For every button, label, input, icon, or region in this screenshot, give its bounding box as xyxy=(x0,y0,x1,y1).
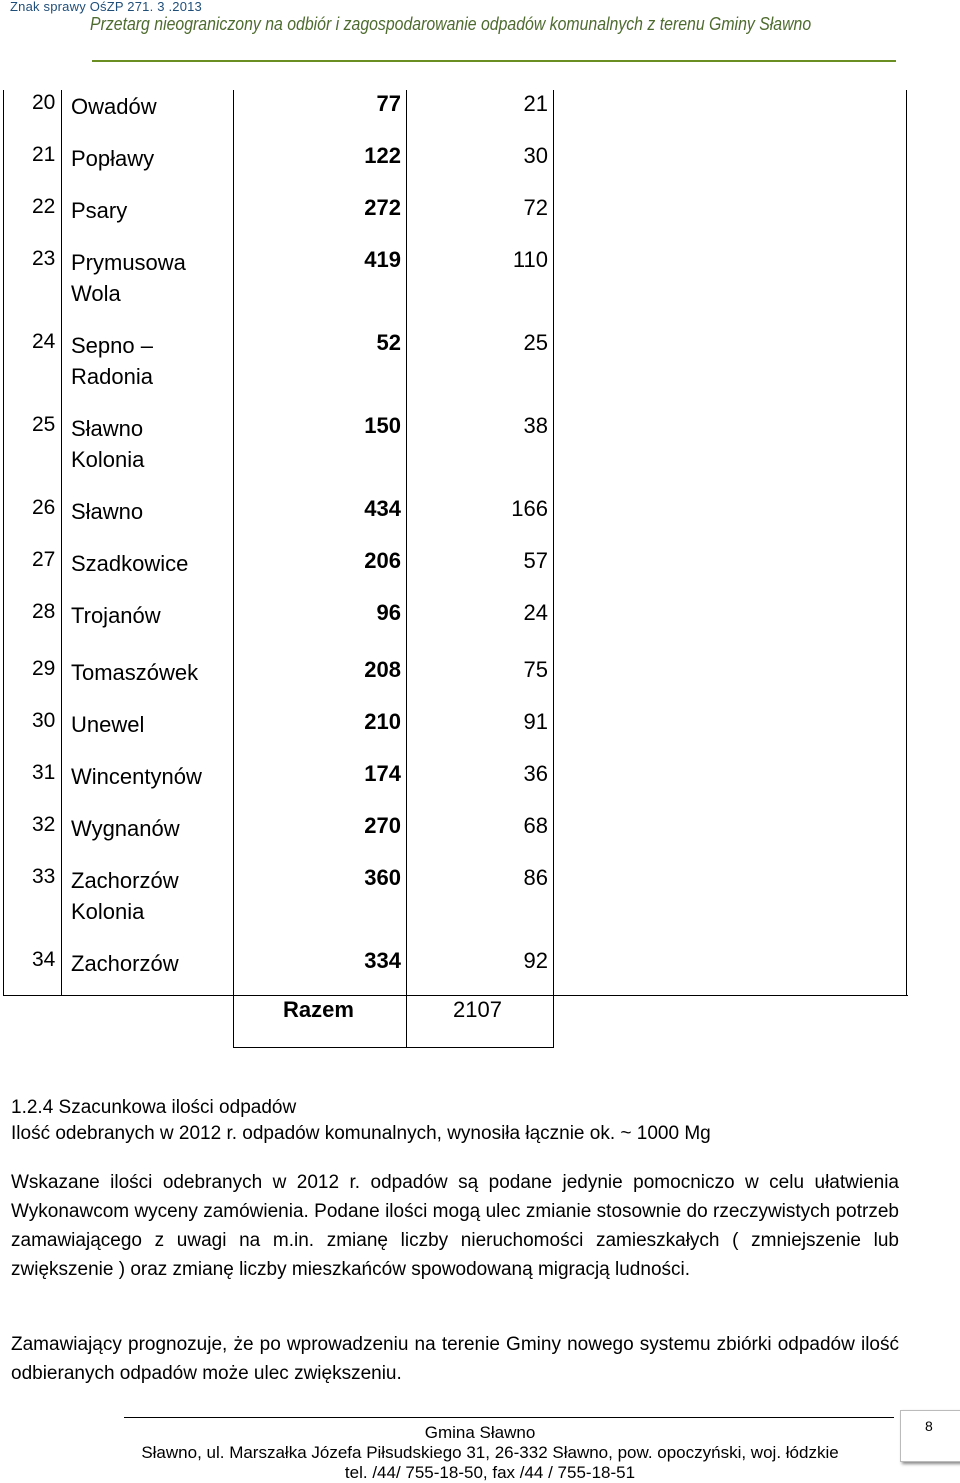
table-row xyxy=(3,90,908,142)
property-count-value: 110 xyxy=(512,247,548,272)
property-count-value: 25 xyxy=(523,330,548,355)
table-row xyxy=(3,329,908,412)
population-value: 270 xyxy=(364,813,401,838)
total-label: Razem xyxy=(283,997,354,1022)
table-row xyxy=(3,760,908,812)
locality-name: Wygnanów xyxy=(71,816,180,841)
table-row xyxy=(3,864,908,947)
locality-name: Tomaszówek xyxy=(71,660,199,685)
paragraph-forecast: Zamawiający prognozuje, że po wprowadzeniu na terenie Gminy nowego systemu zbiórki odpadów ilość odbieranych odpadów może ulec zwiększeniu. xyxy=(11,1334,899,1384)
table-gridline xyxy=(3,90,4,995)
footer-address: Sławno, ul. Marszałka Józefa Piłsudskiego 31, 26-332 Sławno, pow. opoczyński, woj. łódzkie xyxy=(141,1443,839,1462)
row-number: 31 xyxy=(32,761,56,784)
property-count-value: 72 xyxy=(523,195,548,220)
property-count-value: 86 xyxy=(523,865,548,890)
population-value: 206 xyxy=(364,548,401,573)
table-row xyxy=(3,656,908,708)
population-value: 419 xyxy=(364,247,401,272)
table-gridline xyxy=(233,90,234,1047)
document-header-title: Przetarg nieograniczony na odbiór i zagospodarowanie odpadów komunalnych z terenu Gminy Sławno xyxy=(90,14,812,34)
locality-name: Unewel xyxy=(71,712,145,737)
row-number: 30 xyxy=(32,709,56,732)
row-number: 33 xyxy=(32,865,56,888)
table-gridline xyxy=(406,90,407,1047)
table-gridline xyxy=(553,90,554,1047)
property-count-value: 30 xyxy=(523,143,548,168)
locality-name: Psary xyxy=(71,198,128,223)
property-count-value: 68 xyxy=(523,813,548,838)
total-value: 2107 xyxy=(453,997,502,1022)
row-number: 21 xyxy=(32,143,56,166)
table-row xyxy=(3,495,908,547)
property-count-value: 92 xyxy=(523,948,548,973)
property-count-value: 36 xyxy=(523,761,548,786)
population-value: 208 xyxy=(364,657,401,682)
population-value: 360 xyxy=(364,865,401,890)
table-row xyxy=(3,599,908,656)
table-row xyxy=(3,547,908,599)
table-gridline xyxy=(233,1047,554,1048)
table-row xyxy=(3,412,908,495)
footer-divider xyxy=(124,1417,894,1418)
row-number: 34 xyxy=(32,948,56,971)
page-number: 8 xyxy=(925,1418,933,1434)
row-number: 24 xyxy=(32,330,56,353)
row-number: 32 xyxy=(32,813,56,836)
document-reference: Znak sprawy OśZP 271. 3 .2013 xyxy=(10,0,202,14)
table-row xyxy=(3,194,908,246)
property-count-value: 24 xyxy=(523,600,548,625)
table-row xyxy=(3,812,908,864)
row-number: 23 xyxy=(32,247,56,270)
population-value: 122 xyxy=(364,143,401,168)
row-number: 29 xyxy=(32,657,56,680)
row-number: 27 xyxy=(32,548,56,571)
locality-name: Sławno xyxy=(71,499,144,524)
locality-name: Sławno Kolonia xyxy=(71,416,145,472)
table-row xyxy=(3,142,908,194)
row-number: 22 xyxy=(32,195,56,218)
section-heading: 1.2.4 Szacunkowa ilości odpadów xyxy=(11,1097,297,1118)
header-divider xyxy=(92,60,896,62)
population-value: 434 xyxy=(364,496,401,521)
property-count-value: 91 xyxy=(523,709,548,734)
property-count-value: 75 xyxy=(523,657,548,682)
property-count-value: 38 xyxy=(523,413,548,438)
row-number: 26 xyxy=(32,496,56,519)
property-count-value: 166 xyxy=(511,496,548,521)
population-value: 52 xyxy=(376,330,401,355)
waste-amount-line: Ilość odebranych w 2012 r. odpadów komunalnych, wynosiła łącznie ok. ~ 1000 Mg xyxy=(11,1123,711,1144)
locality-name: Szadkowice xyxy=(71,551,189,576)
population-value: 272 xyxy=(364,195,401,220)
row-number: 20 xyxy=(32,91,56,114)
table-gridline xyxy=(61,90,62,995)
locality-name: Zachorzów xyxy=(71,951,179,976)
population-value: 210 xyxy=(364,709,401,734)
table-row xyxy=(3,708,908,760)
locality-name: Prymusowa Wola xyxy=(71,250,186,306)
locality-name: Zachorzów Kolonia xyxy=(71,868,179,924)
footer-contact: tel. /44/ 755-18-50, fax /44 / 755-18-51 xyxy=(344,1463,636,1482)
locality-name: Wincentynów xyxy=(71,764,202,789)
row-number: 25 xyxy=(32,413,56,436)
locality-name: Trojanów xyxy=(71,603,161,628)
table-gridline xyxy=(906,90,907,995)
locality-name: Owadów xyxy=(71,94,157,119)
locality-name: Sepno – Radonia xyxy=(71,333,153,389)
table-gridline xyxy=(3,995,908,996)
population-value: 334 xyxy=(364,948,401,973)
property-count-value: 21 xyxy=(523,91,548,116)
row-number: 28 xyxy=(32,600,56,623)
locality-name: Popławy xyxy=(71,146,155,171)
population-value: 96 xyxy=(376,600,401,625)
table-row xyxy=(3,246,908,329)
population-value: 174 xyxy=(364,761,401,786)
paragraph-estimates: Wskazane ilości odebranych w 2012 r. odpadów są podane jedynie pomocniczo w celu ułatwienia Wykonawcom wyceny zamówienia. Podane ilości mogą ulec zmianie stosownie do rzeczywistych potrzeb zamawiającego z uwagi na m.in. zmianę liczby nieruchomości zamieszkałych ( zmniejszenie lub zwiększenie ) oraz zmianę liczby mieszkańców spowodowaną migracją ludności. xyxy=(11,1172,899,1280)
footer-organization: Gmina Sławno xyxy=(424,1423,536,1442)
population-value: 77 xyxy=(376,91,401,116)
property-count-value: 57 xyxy=(523,548,548,573)
population-value: 150 xyxy=(364,413,401,438)
table-row xyxy=(3,947,908,999)
